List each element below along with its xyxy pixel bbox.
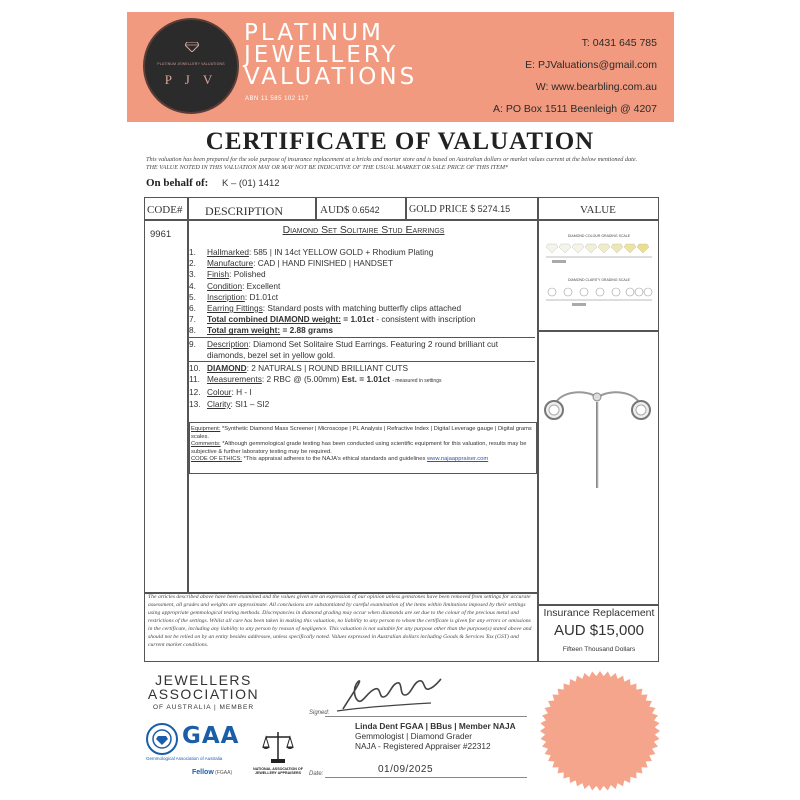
item-label: Earring Fittings <box>207 303 263 314</box>
item-number: 5. <box>189 291 196 302</box>
item-label: Colour <box>207 387 232 398</box>
item-text: : Excellent <box>242 280 281 291</box>
clarity-scale-title: DIAMOND CLARITY GRADING SCALE <box>568 278 630 282</box>
insurance-words: Fifteen Thousand Dollars <box>562 646 636 653</box>
item-number: 9. <box>189 338 196 349</box>
list-item <box>189 269 535 280</box>
comments-note <box>191 441 533 456</box>
ja-line: JEWELLERS <box>155 672 252 688</box>
item-label: Description <box>207 338 249 349</box>
header-description: DESCRIPTION <box>205 204 284 218</box>
item-text: : D1.01ct <box>244 291 279 302</box>
item-label: Clarity <box>207 398 231 409</box>
header-aud <box>320 204 380 216</box>
comments-text: *Although gemmological grade testing has been conducted using scientific equipment for this valuation, results may be subjective & further laboratory testing may be required. <box>191 441 527 455</box>
gold-value: 5274.15 <box>477 204 511 214</box>
item-value: = 1.01ct <box>343 314 374 325</box>
item-text: : 2 RBC @ (5.00mm) <box>261 374 340 385</box>
item-text: : 2 NATURALS | ROUND BRILLIANT CUTS <box>246 363 409 374</box>
date-label: Date: <box>309 771 324 777</box>
gaa-letters: GAA <box>182 723 240 749</box>
item-label: Condition <box>207 280 243 291</box>
earrings-photo <box>540 360 656 500</box>
brand-line: VALUATIONS <box>244 64 418 90</box>
item-text: : H - I <box>231 387 252 398</box>
item-text: : Polished <box>229 269 266 280</box>
phone-text: T: 0431 645 785 <box>581 37 657 49</box>
notes-text <box>191 426 533 464</box>
item-text: : 585 | IN 14ct YELLOW GOLD + Rhodium Plating <box>248 247 434 257</box>
abn-number: ABN 11 585 102 117 <box>245 96 309 102</box>
list-item <box>189 247 535 258</box>
item-label: Manufacture <box>207 258 254 269</box>
item-number: 10. <box>189 363 201 374</box>
equipment-label: Equipment: <box>191 426 221 432</box>
brand-name <box>244 22 417 88</box>
aud-value: 0.6542 <box>352 205 380 215</box>
item-label: Finish <box>207 269 230 280</box>
intro-line: This valuation has been prepared for the sole purpose of insurance replacement at a bricks and mortar store and is based on Australian dollars or market values current at the below mentioned date. <box>146 156 638 163</box>
item-text: : SI1 – SI2 <box>230 398 270 409</box>
intro-text <box>146 156 666 171</box>
header-gold-price <box>409 204 510 215</box>
gaa-logo <box>146 723 246 783</box>
letterhead <box>127 12 674 122</box>
list-item <box>189 399 535 410</box>
item-text: : Standard posts with matching butterfly clips attached <box>262 303 462 314</box>
list-item <box>189 374 535 387</box>
column-divider <box>405 197 407 219</box>
ethics-label: CODE OF ETHICS: <box>191 456 242 462</box>
item-label: Total combined DIAMOND weight: <box>207 314 341 325</box>
ethics-text: *This appraisal adheres to the NAJA's ethical standards and guidelines <box>241 456 427 462</box>
signer-role: Gemmologist | Diamond Grader <box>355 731 472 741</box>
certificate-title: CERTIFICATE OF VALUATION <box>205 128 595 155</box>
item-number: 8. <box>189 325 196 336</box>
list-item <box>189 314 535 325</box>
item-label: Hallmarked <box>207 247 249 257</box>
disclaimer-text: The articles described above have been examined and the values given are an expression of our opinion unless gemstones have been removed from settings for accurate assessment, all grades and weights are approximate. All conclusions are substantiated by careful examination of the items within limitations imposed by their settings using appropriate gemmological testing methods. Discrepancies in diamond grading may occur when diamonds are set due to the colour of the precious metal and restrictions of the settings. Whilst all care has been taken in making this valuation, no liability to any person to whom the certificate is given for any errors or omissions in the certificate, including any liability to any person by reason of negligence. This valuation is not suitable for any purpose other than the purpose(s) stated above and should not be relied on by an entity besides addressee, unless specifically noted. Values expressed in Australian dollars including Goods & Services Tax (GST) and current market conditions. <box>148 594 532 648</box>
date-value: 01/09/2025 <box>378 764 434 775</box>
item-number: 6. <box>189 303 196 314</box>
item-number: 3. <box>189 269 196 280</box>
intro-line: THE VALUE NOTED IN THIS VALUATION MAY OR MAY NOT BE INDICATIVE OF THE USUAL MARKET OR SALE PRICE OF THIS ITEM* <box>146 163 509 171</box>
signer-name: Linda Dent FGAA | BBus | Member NAJA <box>355 721 516 731</box>
item-code: 9961 <box>150 229 172 240</box>
jewellers-association-logo <box>146 673 261 713</box>
item-title: Diamond Set Solitaire Stud Earrings <box>282 224 445 236</box>
list-item <box>189 387 535 398</box>
item-label: Measurements <box>207 374 262 385</box>
email-text: E: PJValuations@gmail.com <box>525 59 657 71</box>
list-item <box>189 303 535 314</box>
brand-line: JEWELLERY <box>244 42 399 68</box>
aud-label: AUD$ <box>320 204 350 216</box>
colour-scale-title: DIAMOND COLOUR GRADING SCALE <box>567 234 631 238</box>
column-divider <box>315 197 317 219</box>
item-estimate: Est. = 1.01ct <box>341 374 390 385</box>
list-item <box>189 337 535 361</box>
diamond-icon <box>185 42 199 52</box>
signed-label: Signed: <box>309 710 330 716</box>
seal-icon <box>537 668 663 794</box>
logo-initials: P J V <box>164 72 218 87</box>
value-col-divider <box>537 330 659 332</box>
gaa-fellow <box>192 769 232 776</box>
contact-details <box>493 32 657 120</box>
signer-details <box>355 721 516 751</box>
address-text: A: PO Box 1511 Beenleigh @ 4207 <box>493 103 657 115</box>
ja-line: ASSOCIATION <box>147 686 260 702</box>
item-number: 1. <box>189 247 196 257</box>
equipment-note <box>191 426 533 441</box>
item-number: 4. <box>189 280 196 291</box>
item-note: - measured in settings <box>392 378 442 385</box>
item-number: 12. <box>189 387 201 398</box>
logo-ring-text: PLATINUM JEWELLERY VALUATIONS <box>157 62 225 66</box>
item-number: 13. <box>189 398 201 409</box>
item-label: DIAMOND <box>207 363 247 374</box>
brand-line: PLATINUM <box>244 20 384 46</box>
naja-logo <box>252 729 304 779</box>
gaa-emblem-icon <box>146 723 178 755</box>
fellow-text: Fellow <box>192 769 214 776</box>
naja-text: NATIONAL ASSOCIATION OF JEWELLERY APPRAISERS <box>253 767 303 775</box>
header-code: CODE# <box>147 204 183 216</box>
item-text: : Diamond Set Solitaire Stud Earrings. Featuring 2 round brilliant cut diamonds, bezel set in yellow gold. <box>207 338 499 360</box>
grading-scale-chart <box>542 228 656 328</box>
list-item <box>189 325 535 336</box>
scales-icon <box>262 729 294 765</box>
item-text: : CAD | HAND FINISHED | HANDSET <box>253 258 393 269</box>
behalf-label: On behalf of: <box>146 177 209 189</box>
fellow-abbr: (FGAA) <box>213 770 233 776</box>
signer-role: NAJA - Registered Appraiser #22312 <box>355 741 491 751</box>
item-label: Inscription <box>207 291 245 302</box>
value-col-divider <box>537 604 659 606</box>
item-label: Total gram weight: <box>207 325 281 336</box>
gaa-subtitle: Gemmological Association of Australia <box>146 756 223 761</box>
insurance-value: AUD $15,000 <box>553 622 645 639</box>
ja-line: OF AUSTRALIA | MEMBER <box>152 704 255 711</box>
item-number: 7. <box>189 314 196 325</box>
item-value: = 2.88 grams <box>282 325 333 336</box>
item-number: 11. <box>189 374 200 385</box>
gold-label: GOLD PRICE $ <box>409 204 476 215</box>
signature-line <box>325 716 527 717</box>
list-item <box>189 292 535 303</box>
web-text: W: www.bearbling.com.au <box>535 81 657 93</box>
naja-link[interactable]: www.najaappraiser.com <box>427 456 489 462</box>
list-item <box>189 361 535 374</box>
comments-label: Comments: <box>191 441 221 447</box>
header-value: VALUE <box>580 204 616 216</box>
signature-image <box>335 673 445 715</box>
pjv-logo <box>143 18 239 114</box>
list-item <box>189 281 535 292</box>
ethics-note <box>191 456 533 464</box>
table-header-divider <box>144 219 659 221</box>
item-details-list <box>189 247 535 410</box>
behalf-value: K – (01) 1412 <box>222 178 280 189</box>
insurance-label: Insurance Replacement <box>543 607 655 619</box>
item-text: - consistent with inscription <box>373 314 476 325</box>
item-number: 2. <box>189 258 196 269</box>
date-line <box>325 777 527 778</box>
equipment-text: *Synthetic Diamond Mass Screener | Microscope | PL Analysis | Refractive Index | Digital Leverage gauge | Digital grams scales. <box>191 426 532 440</box>
list-item <box>189 258 535 269</box>
